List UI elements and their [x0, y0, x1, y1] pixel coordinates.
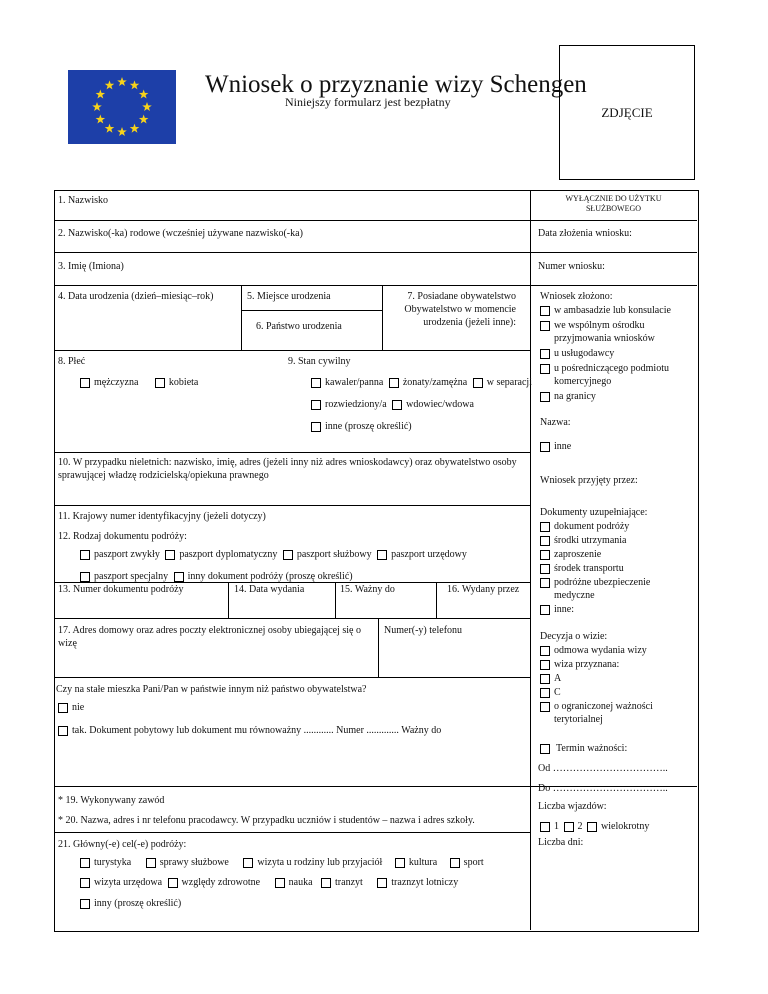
checkbox-medical[interactable]: [168, 876, 261, 889]
residence-option-yes[interactable]: [58, 724, 441, 740]
field-sex: 8. Płeć: [58, 356, 86, 367]
field-valid-until[interactable]: 15. Ważny do: [340, 584, 395, 595]
photo-box: [559, 45, 695, 180]
photo-label: ZDJĘCIE: [601, 105, 653, 120]
checkbox-doc-insurance[interactable]: [540, 576, 690, 602]
field-national-id[interactable]: 11. Krajowy numer identyfikacyjny (jeżeli dotyczy): [58, 511, 266, 522]
checkbox-culture[interactable]: [395, 856, 437, 869]
checkbox-visa-ltv[interactable]: [540, 700, 690, 726]
office-submitted-at: Wniosek złożono:: [540, 291, 613, 302]
option-label: tranzyt: [335, 877, 363, 888]
field-first-names[interactable]: 3. Imię (Imiona): [58, 261, 124, 272]
checkbox-entries-1[interactable]: [540, 820, 559, 833]
office-visa-decision: Decyzja o wizie:: [540, 631, 608, 642]
field-marital-status: 9. Stan cywilny: [288, 356, 351, 367]
office-received-by: Wniosek przyjęty przez:: [540, 475, 638, 486]
option-label: w ambasadzie lub konsulacie: [554, 305, 671, 316]
checkbox-divorced[interactable]: [311, 398, 387, 411]
field-issued-by[interactable]: 16. Wydany przez: [447, 584, 520, 595]
checkbox-sport[interactable]: [450, 856, 484, 869]
checkbox-common-centre[interactable]: [540, 319, 690, 345]
office-valid-to: Do ……………………………..: [538, 783, 668, 794]
option-label: sport: [463, 857, 484, 868]
eu-flag-icon: [68, 70, 176, 144]
field-country-of-birth[interactable]: 6. Państwo urodzenia: [256, 321, 342, 332]
checkbox-airport-transit[interactable]: [377, 876, 458, 889]
checkbox-border[interactable]: [540, 390, 690, 403]
checkbox-service-passport[interactable]: [283, 548, 372, 561]
option-label: 1: [554, 821, 559, 832]
option-label: we wspólnym ośrodku przyjmowania wniosków: [554, 320, 655, 344]
field-employer[interactable]: * 20. Nazwa, adres i nr telefonu pracodawcy. W przypadku uczniów i studentów – nazwa i adres szkoły.: [58, 815, 475, 826]
option-label: kobieta: [168, 377, 199, 388]
checkbox-embassy[interactable]: [540, 304, 690, 317]
option-label: kawaler/panna: [325, 377, 384, 388]
option-label: turystyka: [94, 857, 132, 868]
option-label: paszport urzędowy: [391, 549, 467, 560]
residence-option-no[interactable]: [58, 701, 84, 717]
checkbox-issued[interactable]: [540, 658, 690, 671]
option-label: wiza przyznana:: [554, 659, 620, 670]
field-surname[interactable]: 1. Nazwisko: [58, 195, 108, 206]
option-label: inny (proszę określić): [94, 898, 182, 909]
marital-options-row3: [311, 420, 412, 436]
field-date-of-birth[interactable]: 4. Data urodzenia (dzień–miesiąc–rok): [58, 291, 214, 302]
option-label: kultura: [408, 857, 438, 868]
option-label: rozwiedziony/a: [325, 399, 387, 410]
field-occupation[interactable]: * 19. Wykonywany zawód: [58, 795, 165, 806]
checkbox-marital-other[interactable]: [311, 420, 412, 433]
checkbox-married[interactable]: [389, 376, 467, 389]
option-label: odmowa wydania wizy: [554, 645, 647, 656]
marital-options-row1: [311, 376, 532, 392]
office-number-of-entries: Liczba wjazdów:: [538, 801, 607, 812]
option-label: paszport specjalny: [94, 571, 169, 582]
option-label: paszport dyplomatyczny: [179, 549, 278, 560]
checkbox-entries-multiple[interactable]: [587, 820, 649, 833]
purpose-row2: [80, 876, 458, 892]
checkbox-refused[interactable]: [540, 644, 690, 657]
field-residence-question: Czy na stałe mieszka Pani/Pan w państwie innym niż państwo obywatelstwa?: [56, 684, 367, 695]
office-valid-from: Od ……………………………..: [538, 763, 668, 774]
option-label: 2: [577, 821, 583, 832]
office-submitted-options: [540, 304, 690, 403]
option-label: wielokrotny: [601, 821, 650, 832]
checkbox-transit[interactable]: [321, 876, 363, 889]
office-date-of-application: Data złożenia wniosku:: [538, 228, 632, 239]
office-docs-options: [540, 520, 690, 616]
field-phone[interactable]: Numer(-y) telefonu: [384, 625, 463, 636]
option-label: wdowiec/wdowa: [406, 399, 474, 410]
option-label: wizyta urzędowa: [94, 877, 163, 888]
checkbox-visa-c[interactable]: [540, 686, 690, 699]
option-label: o ograniczonej ważności terytorialnej: [554, 701, 653, 725]
checkbox-doc-means[interactable]: [540, 534, 690, 547]
field-purpose: 21. Główny(-e) cel(-e) podróży:: [58, 839, 187, 850]
checkbox-entries-2[interactable]: [564, 820, 583, 833]
office-use-header: WYŁĄCZNIE DO UŻYTKU SŁUŻBOWEGO: [565, 194, 662, 213]
option-label: u pośredniczącego podmiotu komercyjnego: [554, 363, 669, 387]
sex-options: [80, 376, 198, 392]
checkbox-diplomatic-passport[interactable]: [165, 548, 277, 561]
field-place-of-birth[interactable]: 5. Miejsce urodzenia: [247, 291, 331, 302]
option-label: na granicy: [554, 391, 596, 402]
form-title: Wniosek o przyznanie wizy Schengen: [205, 71, 587, 98]
checkbox-single[interactable]: [311, 376, 383, 389]
checkbox-male[interactable]: [80, 376, 138, 389]
field-document-type: 12. Rodzaj dokumentu podróży:: [58, 531, 187, 542]
checkbox-doc-transport[interactable]: [540, 562, 690, 575]
office-entries-options: [540, 820, 649, 836]
option-label: środki utrzymania: [554, 535, 627, 546]
field-nationality[interactable]: 7. Posiadane obywatelstwo Obywatelstwo w momencie urodzenia (jeżeli inne):: [404, 291, 516, 328]
checkbox-validity[interactable]: [540, 742, 627, 758]
marital-options-row2: [311, 398, 474, 414]
option-label: paszport zwykły: [94, 549, 160, 560]
checkbox-commercial-intermediary[interactable]: [540, 362, 690, 388]
option-label: podróżne ubezpieczenie medyczne: [554, 577, 651, 601]
office-decision-options: [540, 644, 690, 726]
option-label: paszport służbowy: [296, 549, 372, 560]
checkbox-doc-invitation[interactable]: [540, 548, 690, 561]
checkbox-official-visit[interactable]: [80, 876, 162, 889]
office-name: Nazwa:: [540, 417, 571, 428]
option-label: zaproszenie: [554, 549, 602, 560]
option-label: żonaty/zamężna: [402, 377, 468, 388]
checkbox-visa-a[interactable]: [540, 672, 690, 685]
checkbox-service-provider[interactable]: [540, 347, 690, 360]
checkbox-official-passport[interactable]: [377, 548, 467, 561]
document-type-row1: [80, 548, 467, 564]
option-label: u usługodawcy: [554, 348, 615, 359]
checkbox-doc-other[interactable]: [540, 603, 690, 616]
checkbox-study[interactable]: [275, 876, 313, 889]
option-label: inne (proszę określić): [325, 421, 412, 432]
office-application-number: Numer wniosku:: [538, 261, 605, 272]
purpose-row1: [80, 856, 484, 872]
office-number-of-days: Liczba dni:: [538, 837, 584, 848]
checkbox-office-other[interactable]: [540, 440, 571, 456]
option-label: inny dokument podróży (proszę określić): [187, 571, 353, 582]
checkbox-purpose-other[interactable]: [80, 897, 181, 910]
field-home-address[interactable]: 17. Adres domowy oraz adres poczty elektronicznej osoby ubiegającej się o wizę: [58, 625, 361, 649]
office-supporting-docs: Dokumenty uzupełniające:: [540, 507, 648, 518]
option-label: wizyta u rodziny lub przyjaciół: [257, 857, 383, 868]
checkbox-ordinary-passport[interactable]: [80, 548, 160, 561]
option-label: A: [554, 673, 562, 684]
option-label: dokument podróży: [554, 521, 630, 532]
checkbox-business[interactable]: [146, 856, 229, 869]
option-label: inne:: [554, 604, 574, 615]
checkbox-doc-travel[interactable]: [540, 520, 690, 533]
option-label: C: [554, 687, 561, 698]
option-label: traznzyt lotniczy: [391, 877, 459, 888]
option-label: środek transportu: [554, 563, 624, 574]
option-label: nauka: [288, 877, 313, 888]
field-parental-authority[interactable]: 10. W przypadku nieletnich: nazwisko, imię, adres (jeżeli inny niż adres wnioskodawcy) oraz obywatelstwo osoby sprawującej władzę rodzicielską/opiekuna prawnego: [58, 457, 517, 481]
checkbox-female[interactable]: [155, 376, 198, 389]
option-label: w separacji: [486, 377, 532, 388]
option-label: nie: [72, 702, 85, 713]
field-document-number[interactable]: 13. Numer dokumentu podróży: [58, 584, 184, 595]
option-label: sprawy służbowe: [159, 857, 229, 868]
purpose-row3: [80, 897, 181, 913]
option-label: inne: [554, 441, 572, 452]
form-subtitle: Niniejszy formularz jest bezpłatny: [285, 95, 451, 109]
option-label: Termin ważności:: [556, 743, 628, 754]
option-label: względy zdrowotne: [181, 877, 261, 888]
checkbox-family-visit[interactable]: [243, 856, 382, 869]
checkbox-tourism[interactable]: [80, 856, 131, 869]
option-label: mężczyzna: [94, 377, 139, 388]
field-date-of-issue[interactable]: 14. Data wydania: [234, 584, 305, 595]
checkbox-separated[interactable]: [473, 376, 532, 389]
checkbox-widowed[interactable]: [392, 398, 474, 411]
field-surname-at-birth[interactable]: 2. Nazwisko(-ka) rodowe (wcześniej używane nazwisko(-ka): [58, 228, 303, 239]
option-label: tak. Dokument pobytowy lub dokument mu równoważny ............ Numer ............. Ważny do: [72, 725, 442, 736]
